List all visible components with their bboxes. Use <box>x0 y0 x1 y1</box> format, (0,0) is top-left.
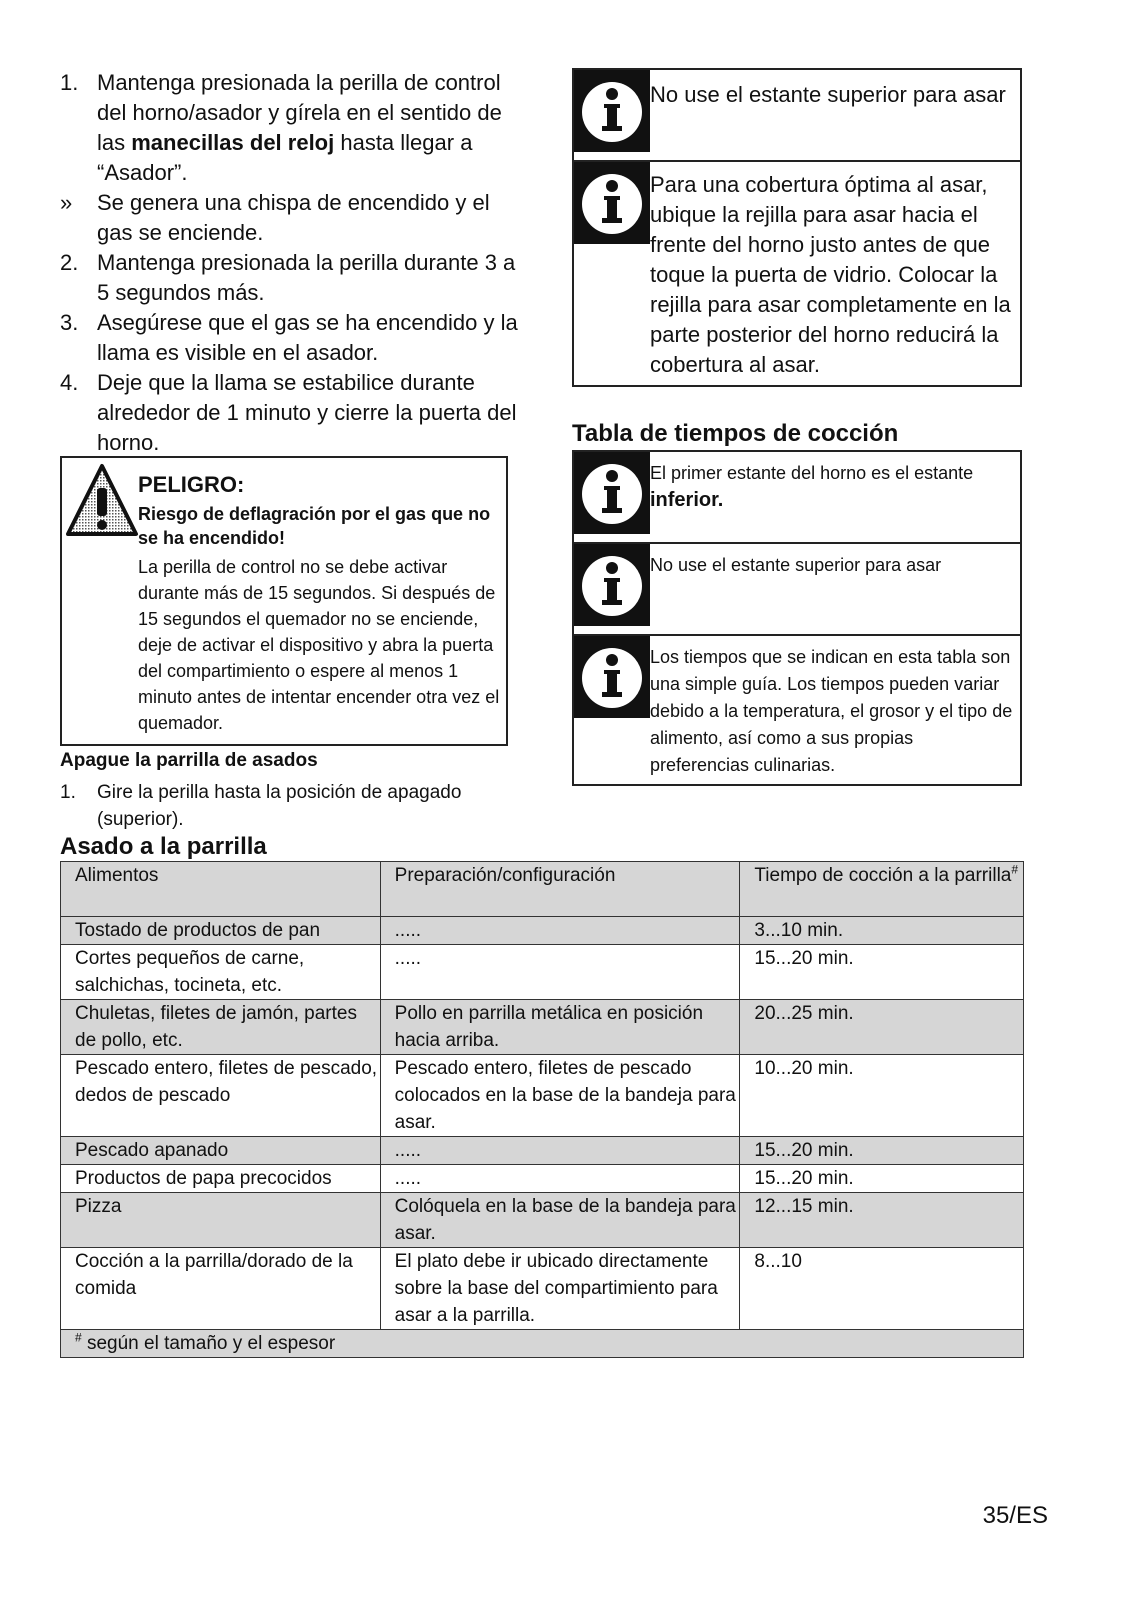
table-row <box>61 1165 1024 1193</box>
table-row <box>61 1248 1024 1330</box>
step-text: Mantenga presionada la perilla de control del horno/asador y gírela en el sentido de las <box>97 70 502 155</box>
grilling-table <box>60 861 1024 1358</box>
header-cell: Preparación/configuración <box>380 862 740 917</box>
prep-cell: ..... <box>380 945 740 1000</box>
info-note <box>574 544 1020 636</box>
info-note-text: Los tiempos que se indican en esta tabla son una simple guía. Los tiempos pueden variar debido a la temperatura, el grosor y el tipo de alimento, así como a sus propias preferencias culinarias. <box>650 647 1013 775</box>
footnote-text: según el tamaño y el espesor <box>81 1333 336 1354</box>
danger-subtitle: Riesgo de deflagración por el gas que no se ha encendido! <box>138 504 491 548</box>
prep-cell: El plato debe ir ubicado directamente sobre la base del compartimiento para asar a la parrilla. <box>380 1248 740 1330</box>
food-cell: Chuletas, filetes de jamón, partes de pollo, etc. <box>61 1000 381 1055</box>
step-item <box>60 188 530 248</box>
footnote-mark: # <box>1011 862 1019 877</box>
food-cell: Pescado apanado <box>61 1137 381 1165</box>
table-row <box>61 1193 1024 1248</box>
table-header-row <box>61 862 1024 917</box>
info-note-text: Para una cobertura óptima al asar, ubique la rejilla para asar hacia el frente del horno justo antes de que toque la puerta de vidrio. Colocar la rejilla para asar completamente en la parte posterior del horno reducirá la cobertura al asar. <box>650 172 1011 377</box>
danger-warning-box <box>60 456 508 746</box>
info-note-text: No use el estante superior para asar <box>650 555 942 575</box>
step-bullet: » <box>60 190 73 215</box>
step-text-end: hasta llegar a “Asador”. <box>97 130 473 185</box>
note-text: El primer estante del horno es el estante <box>650 463 974 483</box>
note-text-bold: inferior. <box>650 489 724 511</box>
step-item <box>60 308 530 368</box>
food-cell: Productos de papa precocidos <box>61 1165 381 1193</box>
info-icon <box>574 452 650 534</box>
table-row <box>61 945 1024 1000</box>
step-text: Gire la perilla hasta la posición de apagado (superior). <box>97 782 462 830</box>
time-cell: 12...15 min. <box>740 1193 1024 1248</box>
step-text: Deje que la llama se estabilice durante alrededor de 1 minuto y cierre la puerta del horno. <box>97 370 517 455</box>
step-item <box>60 68 530 188</box>
danger-title: PELIGRO: <box>138 472 245 497</box>
info-icon <box>574 544 650 626</box>
step-text: Mantenga presionada la perilla durante 3 a 5 segundos más. <box>97 250 516 305</box>
prep-cell: Pollo en parrilla metálica en posición hacia arriba. <box>380 1000 740 1055</box>
step-number: 3. <box>60 310 79 335</box>
time-cell: 15...20 min. <box>740 1137 1024 1165</box>
ignition-steps <box>60 68 530 458</box>
info-box-cooking <box>572 450 1022 786</box>
step-text-bold: manecillas del reloj <box>131 130 335 155</box>
info-box-shelf <box>572 68 1022 387</box>
footnote-mark: # <box>75 1330 82 1345</box>
step-number: 4. <box>60 370 79 395</box>
info-icon <box>574 70 650 152</box>
warning-triangle-icon <box>64 462 140 538</box>
prep-cell: Colóquela en la base de la bandeja para asar. <box>380 1193 740 1248</box>
time-cell: 15...20 min. <box>740 1165 1024 1193</box>
step-number: 2. <box>60 250 79 275</box>
info-note <box>574 452 1020 544</box>
info-icon <box>574 636 650 718</box>
step-text: Asegúrese que el gas se ha encendido y la llama es visible en el asador. <box>97 310 518 365</box>
time-cell: 3...10 min. <box>740 917 1024 945</box>
danger-body: La perilla de control no se debe activar durante más de 15 segundos. Si después de 15 segundos el quemador no se enciende, deje de activar el dispositivo y abra la puerta del compartimiento o espere al menos 1 minuto antes de intentar encender otra vez el quemador. <box>138 557 500 733</box>
time-cell: 8...10 <box>740 1248 1024 1330</box>
food-cell: Cocción a la parrilla/dorado de la comida <box>61 1248 381 1330</box>
step-item <box>60 368 530 458</box>
step-item <box>60 248 530 308</box>
info-note-text: No use el estante superior para asar <box>650 82 1006 107</box>
header-text: Tiempo de cocción a la parrilla <box>754 865 1012 886</box>
table-row <box>61 917 1024 945</box>
food-cell: Pescado entero, filetes de pescado, dedos de pescado <box>61 1055 381 1137</box>
info-note <box>574 70 1020 162</box>
food-cell: Cortes pequeños de carne, salchichas, tocineta, etc. <box>61 945 381 1000</box>
table-row <box>61 1055 1024 1137</box>
asado-heading: Asado a la parrilla <box>60 833 267 860</box>
footnote-cell <box>61 1330 1024 1358</box>
food-cell: Pizza <box>61 1193 381 1248</box>
time-cell: 10...20 min. <box>740 1055 1024 1137</box>
prep-cell: Pescado entero, filetes de pescado colocados en la base de la bandeja para asar. <box>380 1055 740 1137</box>
table-footnote-row <box>61 1330 1024 1358</box>
prep-cell: ..... <box>380 1165 740 1193</box>
table-row <box>61 1000 1024 1055</box>
step-number: 1. <box>60 70 79 95</box>
info-note <box>574 636 1020 784</box>
table-row <box>61 1137 1024 1165</box>
step-number: 1. <box>60 782 76 803</box>
food-cell: Tostado de productos de pan <box>61 917 381 945</box>
info-icon <box>574 162 650 244</box>
page-number: 35/ES <box>982 1502 1048 1529</box>
header-cell: Alimentos <box>61 862 381 917</box>
info-note-text <box>650 460 1016 514</box>
time-cell: 20...25 min. <box>740 1000 1024 1055</box>
turn-off-heading: Apague la parrilla de asados <box>60 750 318 771</box>
header-cell <box>740 862 1024 917</box>
cooking-table-heading: Tabla de tiempos de cocción <box>572 420 899 447</box>
prep-cell: ..... <box>380 1137 740 1165</box>
turn-off-step <box>60 779 480 833</box>
time-cell: 15...20 min. <box>740 945 1024 1000</box>
info-note <box>574 162 1020 385</box>
step-text: Se genera una chispa de encendido y el gas se enciende. <box>97 190 490 245</box>
prep-cell: ..... <box>380 917 740 945</box>
